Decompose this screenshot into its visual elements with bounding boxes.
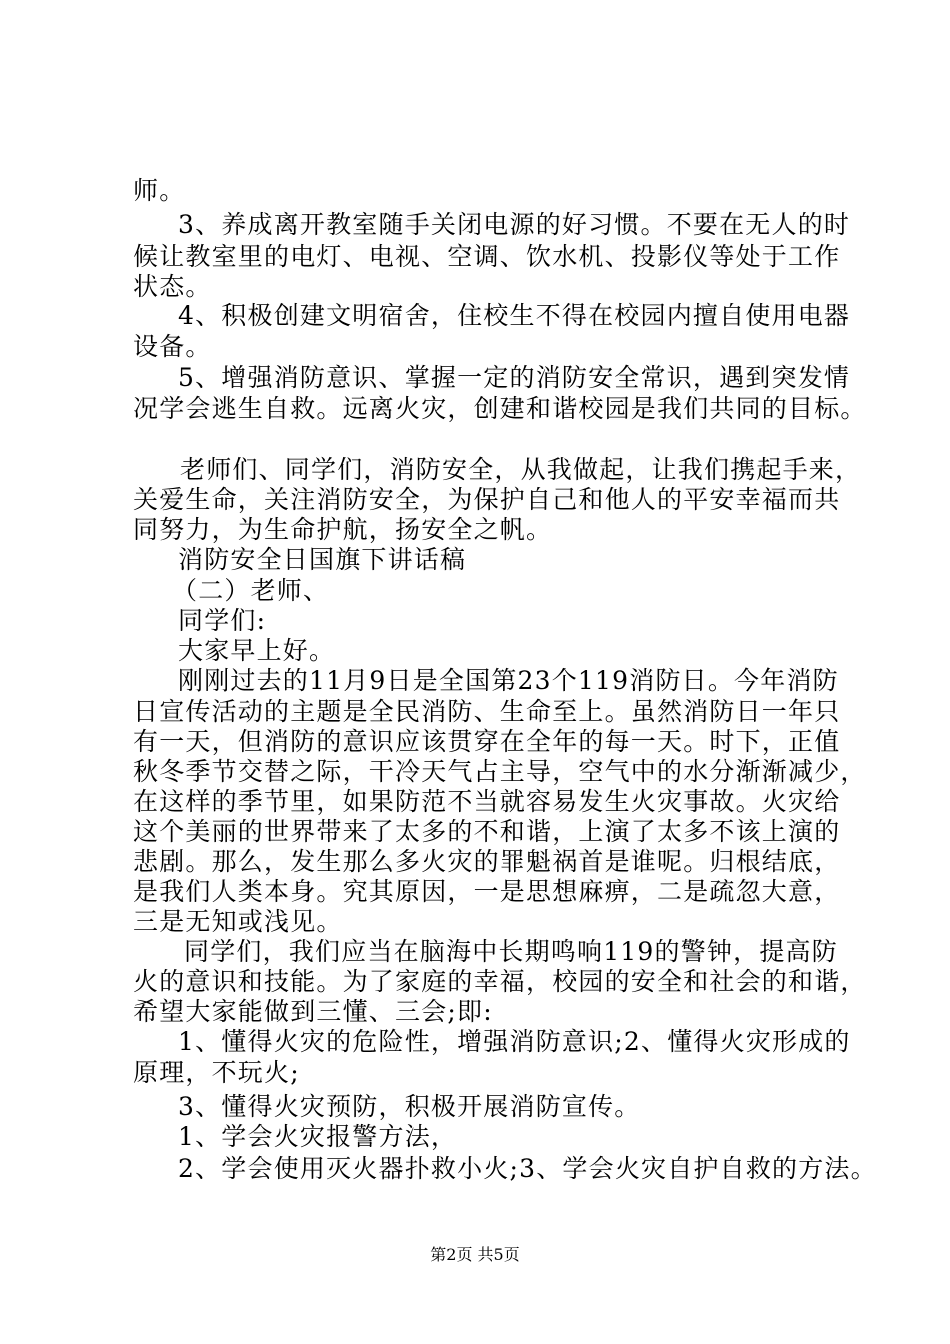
text-line: 火的意识和技能。为了家庭的幸福，校园的安全和社会的和谐，	[133, 967, 867, 996]
page-number: 第2页 共5页	[430, 1245, 520, 1264]
text-line: 同学们，我们应当在脑海中长期鸣响119的警钟，提高防	[184, 937, 838, 966]
text-line: 3、养成离开教室随手关闭电源的好习惯。不要在无人的时	[178, 210, 851, 239]
text-line: 有一天，但消防的意识应该贯穿在全年的每一天。时下，正值	[133, 727, 841, 756]
text-line: 4、积极创建文明宿舍，住校生不得在校园内擅自使用电器	[178, 301, 851, 330]
text-line: 设备。	[133, 332, 212, 361]
text-line: 在这样的季节里，如果防范不当就容易发生火灾事故。火灾给	[133, 787, 841, 816]
text-line: 日宣传活动的主题是全民消防、生命至上。虽然消防日一年只	[133, 697, 841, 726]
text-line: 希望大家能做到三懂、三会;即:	[133, 997, 493, 1026]
text-line: 1、学会火灾报警方法，	[178, 1122, 458, 1151]
text-line: 大家早上好。	[178, 636, 336, 665]
text-line: 同学们:	[178, 606, 267, 635]
text-line: 状态。	[133, 272, 212, 301]
text-line: 2、学会使用灭火器扑救小火;3、学会火灾自护自救的方法。	[178, 1154, 877, 1183]
text-line: 5、增强消防意识、掌握一定的消防安全常识，遇到突发情	[178, 363, 851, 392]
text-line: 是我们人类本身。究其原因，一是思想麻痹，二是疏忽大意，	[133, 877, 841, 906]
text-line: （二）老师、	[172, 576, 330, 605]
section-heading: 消防安全日国旗下讲话稿	[178, 545, 467, 574]
text-line: 关爱生命，关注消防安全，为保护自己和他人的平安幸福而共	[133, 485, 841, 514]
text-line: 三是无知或浅见。	[133, 907, 343, 936]
text-line: 秋冬季节交替之际，干冷天气占主导，空气中的水分渐渐减少，	[133, 757, 867, 786]
text-line: 同努力，为生命护航，扬安全之帆。	[133, 515, 553, 544]
text-line: 刚刚过去的11月9日是全国第23个119消防日。今年消防	[178, 666, 839, 695]
text-line: 原理，不玩火;	[133, 1058, 300, 1087]
text-line: 况学会逃生自救。远离火灾，创建和谐校园是我们共同的目标。	[133, 394, 867, 423]
text-line: 悲剧。那么，发生那么多火灾的罪魁祸首是谁呢。归根结底，	[133, 847, 841, 876]
text-line: 候让教室里的电灯、电视、空调、饮水机、投影仪等处于工作	[133, 242, 841, 271]
text-line: 3、懂得火灾预防，积极开展消防宣传。	[178, 1092, 641, 1121]
text-line: 老师们、同学们，消防安全，从我做起，让我们携起手来，	[180, 455, 862, 484]
text-line: 师。	[133, 176, 186, 205]
text-line: 这个美丽的世界带来了太多的不和谐，上演了太多不该上演的	[133, 817, 841, 846]
text-line: 1、懂得火灾的危险性，增强消防意识;2、懂得火灾形成的	[178, 1027, 851, 1056]
